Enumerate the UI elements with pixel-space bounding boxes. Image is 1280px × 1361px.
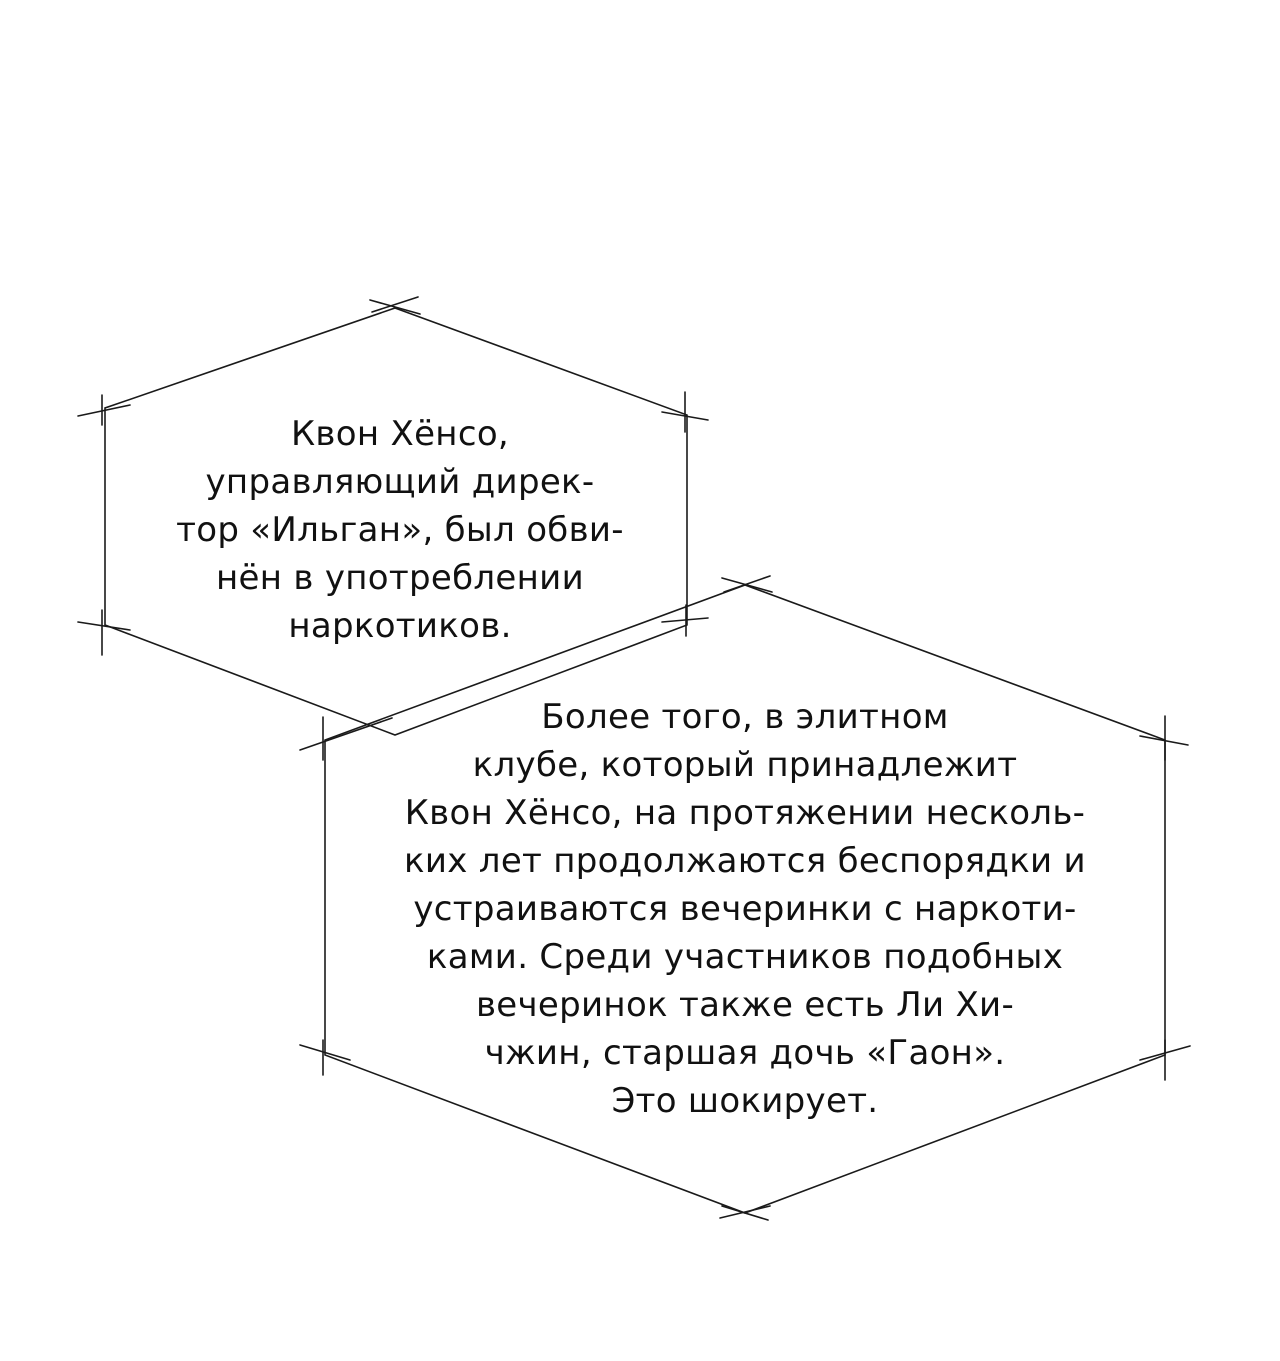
caption-line: тор «Ильган», был обви- — [176, 510, 624, 550]
caption-line: клубе, который принадлежит — [472, 745, 1018, 785]
caption-line: Более того, в элитном — [541, 697, 949, 737]
caption-line: чжин, старшая дочь «Гаон». — [484, 1033, 1006, 1073]
caption-line: Это шокирует. — [611, 1081, 879, 1121]
caption-line: ками. Среди участников подобных — [426, 937, 1064, 977]
caption-line: устраиваются вечеринки с наркоти- — [413, 889, 1077, 929]
caption-box-2 — [345, 693, 1145, 1125]
caption-line: Квон Хёнсо, на протяжении несколь- — [404, 793, 1086, 833]
caption-box-1 — [130, 410, 670, 650]
caption-line: управляющий дирек- — [205, 462, 595, 502]
caption-line: наркотиков. — [288, 606, 512, 646]
caption-line: ких лет продолжаются беспорядки и — [404, 841, 1086, 881]
caption-line: нён в употреблении — [216, 558, 584, 598]
caption-line: Квон Хёнсо, — [290, 414, 510, 454]
caption-line: вечеринок также есть Ли Хи- — [475, 985, 1015, 1025]
